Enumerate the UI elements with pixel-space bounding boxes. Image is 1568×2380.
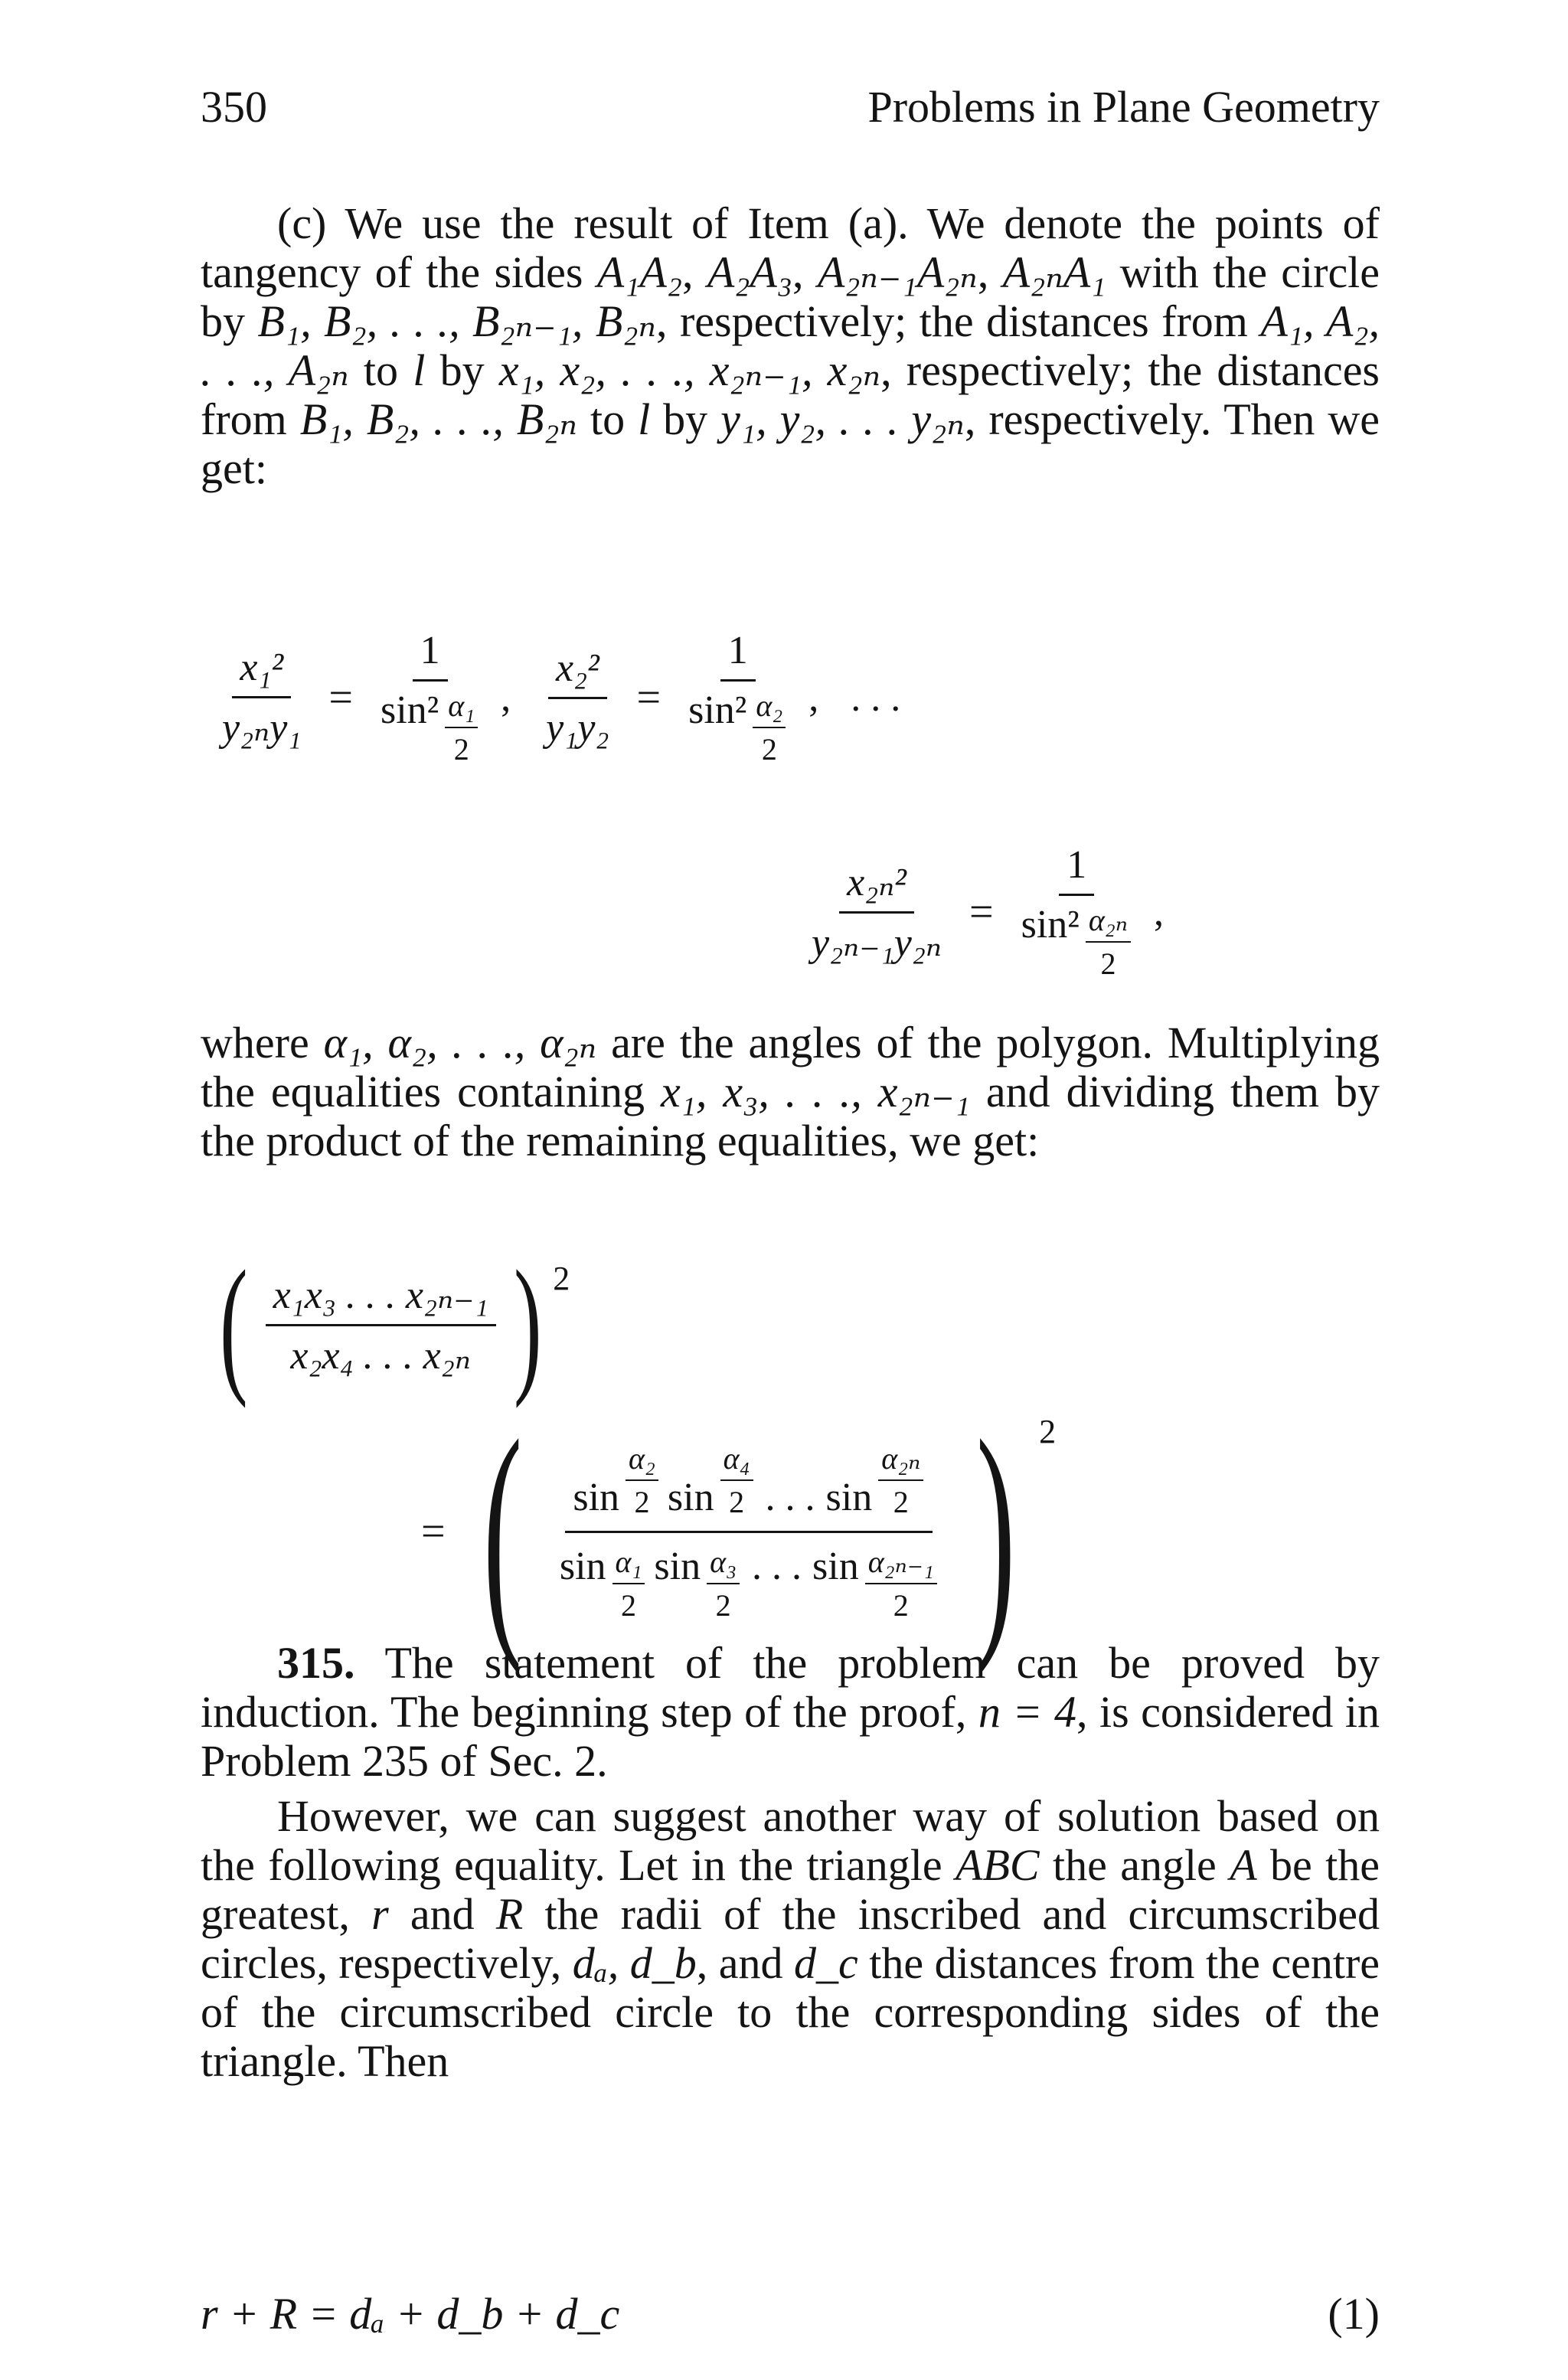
denominator: x₂x₄ . . . x₂ₙ: [290, 1333, 471, 1378]
text: the radii of the inscribed and circumscribed circles, respectively,: [201, 1889, 1380, 1988]
paragraph-where: [201, 1018, 1380, 1165]
comma: ,: [808, 675, 819, 720]
two: 2: [715, 1587, 731, 1623]
numerator: x₁²: [240, 646, 284, 689]
comma: ,: [1154, 890, 1164, 934]
text: with the circle by: [201, 247, 1380, 346]
fraction-sin-ratio: [552, 1440, 946, 1623]
text: the angle: [1039, 1840, 1230, 1890]
left-big-paren: (: [482, 1387, 522, 1675]
half-angle: [707, 1544, 740, 1623]
half-angle: [878, 1440, 923, 1520]
circumradius: R: [495, 1889, 524, 1939]
ellipsis: . . .: [765, 1475, 815, 1519]
right-paren: ): [513, 1240, 542, 1409]
half-angle: [626, 1440, 658, 1520]
sin: sin: [667, 1475, 714, 1519]
two: 2: [620, 1587, 636, 1623]
equation-row-2: [798, 842, 1185, 982]
fraction-sin-a1: [373, 628, 487, 767]
distances-ab: dₐ, d_b: [572, 1938, 697, 1988]
sin: sin: [654, 1544, 701, 1588]
sin-squared: sin²: [380, 688, 439, 732]
numerator: x₂²: [555, 646, 599, 690]
denominator: y₂ₙy₁: [222, 706, 302, 750]
distances-x: x₁, x₂, . . ., x₂ₙ₋₁, x₂ₙ: [498, 345, 881, 395]
text: the distances from the centre of the circumscribed circle to the corresponding sides of the triangle. Then: [201, 1938, 1380, 2086]
two: 2: [761, 732, 777, 767]
numerator: 1: [413, 628, 448, 682]
sin-squared: sin²: [688, 688, 747, 732]
two: 2: [634, 1484, 650, 1519]
half-angle: [865, 1544, 937, 1623]
numerator: 1: [720, 628, 756, 682]
fraction-x2n: [804, 859, 949, 966]
equals-sign: =: [421, 1508, 446, 1555]
running-head: Problems in Plane Geometry: [867, 82, 1380, 132]
equation-rhs: [407, 1387, 1057, 1675]
tangency-points-2: B₁, B₂, . . ., B₂ₙ: [299, 394, 577, 444]
text: are the angles of the polygon. Multiplying the equalities containing: [201, 1018, 1380, 1116]
angle: α₂: [756, 688, 783, 723]
fraction-sin-a2: [681, 628, 795, 767]
two: 2: [893, 1587, 909, 1623]
tangency-points: B₁, B₂, . . ., B₂ₙ₋₁, B₂ₙ: [257, 296, 656, 346]
denominator: y₂ₙ₋₁y₂ₙ: [812, 920, 942, 965]
text: However, we can suggest another way of solution based on the following equality. Let in the triangle: [201, 1791, 1380, 1890]
angle: α₄: [723, 1440, 750, 1476]
equation-number: (1): [1328, 2289, 1380, 2339]
item-label: (c): [277, 198, 327, 248]
text: We use the result of Item (a). We denote the points of tangency of the sides: [201, 198, 1380, 297]
side-a2n1a2n: A₂ₙ₋₁A₂ₙ: [817, 247, 978, 297]
angle: α₃: [710, 1544, 737, 1579]
side-a2a3: A₂A₃: [707, 247, 792, 297]
text: and dividing them by the product of the remaining equalities, we get:: [201, 1067, 1380, 1165]
sin: sin: [573, 1475, 620, 1519]
text: where: [201, 1018, 324, 1067]
sin-squared: sin²: [1021, 903, 1080, 946]
numerator: 1: [1059, 842, 1094, 896]
equals-sign: =: [636, 674, 662, 721]
triangle-name: ABC: [956, 1840, 1040, 1890]
page-header: [201, 77, 1380, 138]
equals-sign: =: [328, 674, 353, 721]
angle-list: α₁, α₂, . . ., α₂ₙ: [323, 1018, 597, 1067]
half-angle: [753, 688, 786, 767]
fraction-x1: [214, 645, 309, 750]
side-a2na1: A₂ₙA₁: [1002, 247, 1106, 297]
denominator: y₁y₂: [546, 705, 609, 750]
problem-number: 315.: [277, 1638, 355, 1688]
half-angle: [1086, 902, 1131, 982]
book-page: [201, 77, 1380, 2343]
fraction-x-ratio: [266, 1272, 496, 1378]
angle: α₁: [615, 1544, 642, 1579]
left-paren: (: [219, 1240, 248, 1409]
sin: sin: [812, 1544, 859, 1588]
angle: α₁: [448, 688, 475, 723]
line-l: l: [413, 345, 426, 395]
half-angle: [445, 688, 478, 767]
text: , and: [696, 1938, 795, 1988]
text: ,: [977, 247, 1003, 297]
line-l-2: l: [638, 394, 651, 444]
text: , respectively. Then we get:: [201, 394, 1380, 493]
comma: ,: [501, 675, 511, 720]
distance-c: d_c: [794, 1938, 858, 1988]
base-case: n = 4: [978, 1687, 1076, 1737]
angle-a: A: [1230, 1840, 1257, 1890]
text: The statement of the problem can be proved by induction. The beginning step of the proof,: [201, 1638, 1380, 1737]
formula-r-plus-r: r + R = dₐ + d_b + d_c: [201, 2289, 620, 2339]
angle: α₂ₙ₋₁: [867, 1544, 934, 1579]
equation-row-1: [208, 628, 911, 767]
two: 2: [453, 732, 469, 767]
numerator: x₂ₙ²: [847, 860, 906, 904]
equals-sign: =: [969, 888, 994, 936]
text: by: [650, 394, 721, 444]
text: ,: [681, 247, 707, 297]
distances-y: y₁, y₂, . . . y₂ₙ: [720, 394, 965, 444]
right-big-paren: ): [975, 1387, 1015, 1675]
fraction-x2: [538, 646, 616, 750]
paragraph-315: [201, 1639, 1380, 1786]
angle: α₂ₙ: [881, 1440, 921, 1476]
text: be the greatest,: [201, 1840, 1380, 1939]
text: ,: [792, 247, 818, 297]
text: , respectively; the distances from: [201, 345, 1380, 444]
exponent: 2: [553, 1260, 570, 1297]
half-angle: [612, 1544, 645, 1623]
sin: sin: [825, 1475, 873, 1519]
equation-1: [201, 2290, 1380, 2339]
text: , respectively; the distances from: [656, 296, 1261, 346]
exponent: 2: [1039, 1413, 1057, 1450]
half-angle: [720, 1440, 753, 1520]
two: 2: [893, 1484, 909, 1519]
paragraph-c: [201, 199, 1380, 493]
text: by: [425, 345, 499, 395]
inradius: r: [371, 1889, 389, 1939]
sin: sin: [559, 1544, 606, 1588]
ellipsis: . . .: [752, 1544, 802, 1588]
equation-lhs: [208, 1240, 570, 1409]
text: , is considered in Problem 235 of Sec. 2.: [201, 1687, 1380, 1786]
numerator: x₁x₃ . . . x₂ₙ₋₁: [273, 1273, 488, 1317]
fraction-sin-a2n: [1014, 842, 1140, 982]
two: 2: [1100, 946, 1116, 981]
text: and: [388, 1889, 496, 1939]
side-a1a2: A₁A₂: [596, 247, 682, 297]
vertex-points: A₁, A₂, . . ., A₂ₙ: [201, 296, 1380, 395]
angle: α₂: [629, 1440, 655, 1476]
odd-distances: x₁, x₃, . . ., x₂ₙ₋₁: [660, 1067, 970, 1116]
page-number: 350: [201, 82, 267, 132]
ellipsis: . . .: [851, 675, 901, 720]
text: to: [577, 394, 639, 444]
paragraph-however: [201, 1792, 1380, 2086]
angle: α₂ₙ: [1088, 903, 1128, 937]
two: 2: [729, 1484, 745, 1519]
text: to: [348, 345, 413, 395]
